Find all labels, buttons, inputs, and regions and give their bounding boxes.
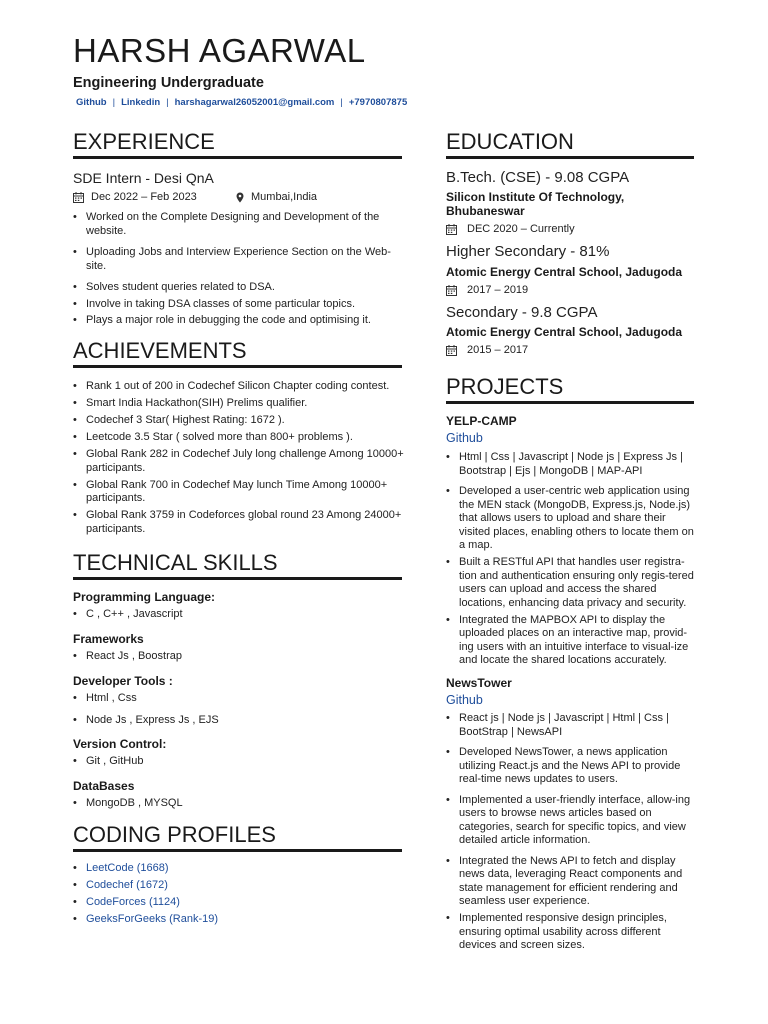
list-item: • Plays a major role in debugging the code and optimising it. [73, 314, 403, 328]
achievements-heading: ACHIEVEMENTS [73, 338, 247, 363]
education-school: Silicon Institute Of Technology, Bhubaneswar [446, 190, 625, 218]
job-dates-text: Dec 2022 – Feb 2023 [91, 191, 197, 203]
skill-group-label: DataBases [73, 779, 135, 793]
list-item: • Global Rank 700 in Codechef May lunch Time Among 10000+ participants. [73, 479, 408, 506]
separator: | [166, 97, 169, 108]
achievements-list [73, 380, 408, 536]
section-divider [446, 156, 694, 159]
list-item: • Integrated the MAPBOX API to display the uploaded places on an interactive map, provid-ing users with an intuitive interface to visual-ize and locate the shared locations accurately. [446, 614, 696, 668]
skill-group-label: Frameworks [73, 632, 144, 646]
leetcode-link[interactable]: LeetCode (1668) [86, 862, 169, 874]
list-item: • Global Rank 3759 in Codeforces global round 23 Among 24000+ participants. [73, 509, 408, 536]
project-name: YELP-CAMP [446, 414, 517, 428]
skill-list [73, 692, 403, 727]
section-divider [73, 849, 402, 852]
contact-bar [76, 97, 407, 108]
codechef-link[interactable]: Codechef (1672) [86, 879, 168, 891]
calendar-icon [446, 285, 457, 296]
section-divider [73, 156, 402, 159]
list-item: • Involve in taking DSA classes of some particular topics. [73, 298, 403, 312]
education-dates [446, 344, 528, 356]
linkedin-link[interactable]: Linkedin [121, 97, 161, 108]
section-divider [73, 577, 402, 580]
job-location [236, 191, 317, 203]
location-pin-icon [236, 192, 244, 203]
list-item: • Node Js , Express Js , EJS [73, 714, 403, 728]
separator: | [112, 97, 116, 108]
codeforces-link[interactable]: CodeForces (1124) [86, 896, 180, 908]
list-item: • Codechef 3 Star( Highest Rating: 1672 ). [73, 414, 408, 428]
coding-profiles-heading: CODING PROFILES [73, 822, 276, 847]
skill-list [73, 650, 403, 664]
phone-link[interactable]: +7970807875 [348, 97, 408, 108]
coding-profiles-list [73, 862, 403, 927]
skill-group-label: Developer Tools : [73, 674, 173, 688]
project-github-link[interactable]: Github [446, 431, 483, 445]
education-school: Atomic Energy Central School, Jadugoda [446, 325, 683, 339]
list-item: • Leetcode 3.5 Star ( solved more than 800+ problems ). [73, 431, 408, 445]
candidate-title: Engineering Undergraduate [73, 75, 264, 91]
skill-group-label: Programming Language: [73, 590, 216, 604]
education-degree: B.Tech. (CSE) - 9.08 CGPA [446, 169, 630, 186]
list-item: • React Js , Boostrap [73, 650, 403, 664]
education-dates-text: 2015 – 2017 [467, 344, 529, 356]
list-item: • Html | Css | Javascript | Node js | Express Js | Bootstrap | Ejs | MongoDB | MAP-API [446, 451, 696, 478]
list-item: • Implemented responsive design principles, ensuring optimal usability across different devices and screen sizes. [446, 912, 696, 953]
separator: | [340, 97, 343, 108]
list-item: • Developed NewsTower, a news application utilizing React.js and the News API to provide real-time news updates to users. [446, 746, 696, 787]
email-link[interactable]: harshagarwal26052001@gmail.com [174, 97, 335, 108]
list-item: • MongoDB , MYSQL [73, 797, 403, 811]
list-item: • Integrated the News API to fetch and display news data, leveraging React components and state management for efficient rendering and seamless user experience. [446, 855, 696, 909]
list-item: • Implemented a user-friendly interface, allow-ing users to browse news articles based on categories, search for specific topics, and view detailed article information. [446, 794, 696, 848]
list-item: • Developed a user-centric web application using the MEN stack (MongoDB, Express.js, Node.js) that allows users to upload and share their visited places, enabling others to locate them on a map. [446, 485, 696, 553]
list-item: • Rank 1 out of 200 in Codechef Silicon Chapter coding contest. [73, 380, 408, 394]
geeksforgeeks-link[interactable]: GeeksForGeeks (Rank-19) [86, 913, 219, 925]
education-degree: Higher Secondary - 81% [446, 243, 610, 260]
calendar-icon [73, 192, 84, 203]
skills-heading: TECHNICAL SKILLS [73, 550, 278, 575]
list-item: • Built a RESTful API that handles user registra-tion and authentication ensuring only regis-tered users can upload and access the shared locations, enhancing data privacy and security. [446, 556, 696, 610]
education-school: Atomic Energy Central School, Jadugoda [446, 265, 683, 279]
candidate-name: HARSH AGARWAL [73, 32, 366, 69]
calendar-icon [446, 224, 457, 235]
skill-group-label: Version Control: [73, 737, 167, 751]
list-item: • Global Rank 282 in Codechef July long challenge Among 10000+ participants. [73, 448, 408, 475]
education-dates [446, 284, 528, 296]
education-heading: EDUCATION [446, 129, 574, 154]
calendar-icon [446, 345, 457, 356]
job-dates [73, 191, 197, 203]
list-item: • C , C++ , Javascript [73, 608, 403, 622]
list-item [73, 862, 403, 876]
project-name: NewsTower [446, 676, 512, 690]
education-dates [446, 223, 575, 235]
project-details [446, 451, 696, 668]
education-degree: Secondary - 9.8 CGPA [446, 304, 598, 321]
list-item: • Git , GitHub [73, 755, 403, 769]
list-item: • Worked on the Complete Designing and Development of the website. [73, 211, 403, 238]
skill-list [73, 797, 403, 811]
list-item [73, 913, 403, 927]
experience-heading: EXPERIENCE [73, 129, 215, 154]
github-link[interactable]: Github [76, 97, 107, 108]
list-item [73, 879, 403, 893]
list-item: • Solves student queries related to DSA. [73, 281, 403, 295]
job-location-text: Mumbai,India [251, 191, 318, 203]
list-item: • Smart India Hackathon(SIH) Prelims qualifier. [73, 397, 408, 411]
projects-heading: PROJECTS [446, 374, 564, 399]
list-item: • React js | Node js | Javascript | Html | Css | BootStrap | NewsAPI [446, 712, 696, 739]
list-item: • Html , Css [73, 692, 403, 706]
list-item [73, 896, 403, 910]
section-divider [446, 401, 694, 404]
education-dates-text: 2017 – 2019 [467, 284, 529, 296]
education-dates-text: DEC 2020 – Currently [467, 223, 575, 235]
job-role: SDE Intern - Desi QnA [73, 170, 214, 186]
skill-list [73, 755, 403, 769]
project-details [446, 712, 696, 953]
list-item: • Uploading Jobs and Interview Experience Section on the Web-site. [73, 246, 403, 273]
section-divider [73, 365, 402, 368]
skill-list [73, 608, 403, 622]
project-github-link[interactable]: Github [446, 693, 483, 707]
experience-list [73, 211, 403, 328]
